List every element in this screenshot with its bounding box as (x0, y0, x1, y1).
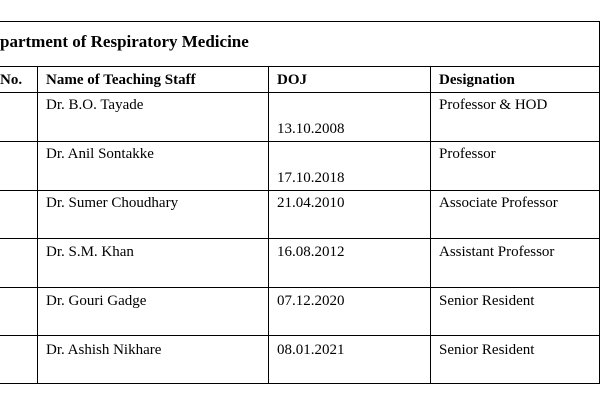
table-bottom-border (0, 383, 600, 384)
row-3-designation: Associate Professor (439, 195, 558, 211)
row-4-doj: 16.08.2012 (277, 244, 345, 260)
row-3-name: Dr. Sumer Choudhary (46, 195, 179, 211)
row-6-designation: Senior Resident (439, 342, 535, 358)
col-divider-1 (37, 66, 38, 384)
row-2-designation: Professor (439, 146, 496, 162)
table-top-border (0, 21, 600, 22)
row-1-designation: Professor & HOD (439, 97, 548, 113)
row-2-doj: 17.10.2018 (277, 170, 345, 186)
header-bottom-border (0, 92, 600, 93)
row-1-doj: 13.10.2008 (277, 121, 345, 137)
row-3-doj: 21.04.2010 (277, 195, 345, 211)
row-1-bottom-border (0, 141, 600, 142)
header-doj: DOJ (277, 72, 307, 88)
row-2-bottom-border (0, 190, 600, 191)
row-6-name: Dr. Ashish Nikhare (46, 342, 162, 358)
row-2-name: Dr. Anil Sontakke (46, 146, 154, 162)
row-5-name: Dr. Gouri Gadge (46, 293, 147, 309)
header-name: Name of Teaching Staff (46, 72, 196, 88)
col-divider-3 (430, 66, 431, 384)
row-5-bottom-border (0, 335, 600, 336)
row-6-doj: 08.01.2021 (277, 342, 345, 358)
row-4-designation: Assistant Professor (439, 244, 555, 260)
row-5-doj: 07.12.2020 (277, 293, 345, 309)
header-sno: No. (0, 72, 23, 88)
row-3-bottom-border (0, 238, 600, 239)
row-1-name: Dr. B.O. Tayade (46, 97, 144, 113)
row-4-name: Dr. S.M. Khan (46, 244, 134, 260)
title-bottom-border (0, 66, 600, 67)
row-4-bottom-border (0, 287, 600, 288)
header-designation: Designation (439, 72, 515, 88)
row-5-designation: Senior Resident (439, 293, 535, 309)
col-divider-2 (268, 66, 269, 384)
table-title: partment of Respiratory Medicine (0, 32, 249, 51)
